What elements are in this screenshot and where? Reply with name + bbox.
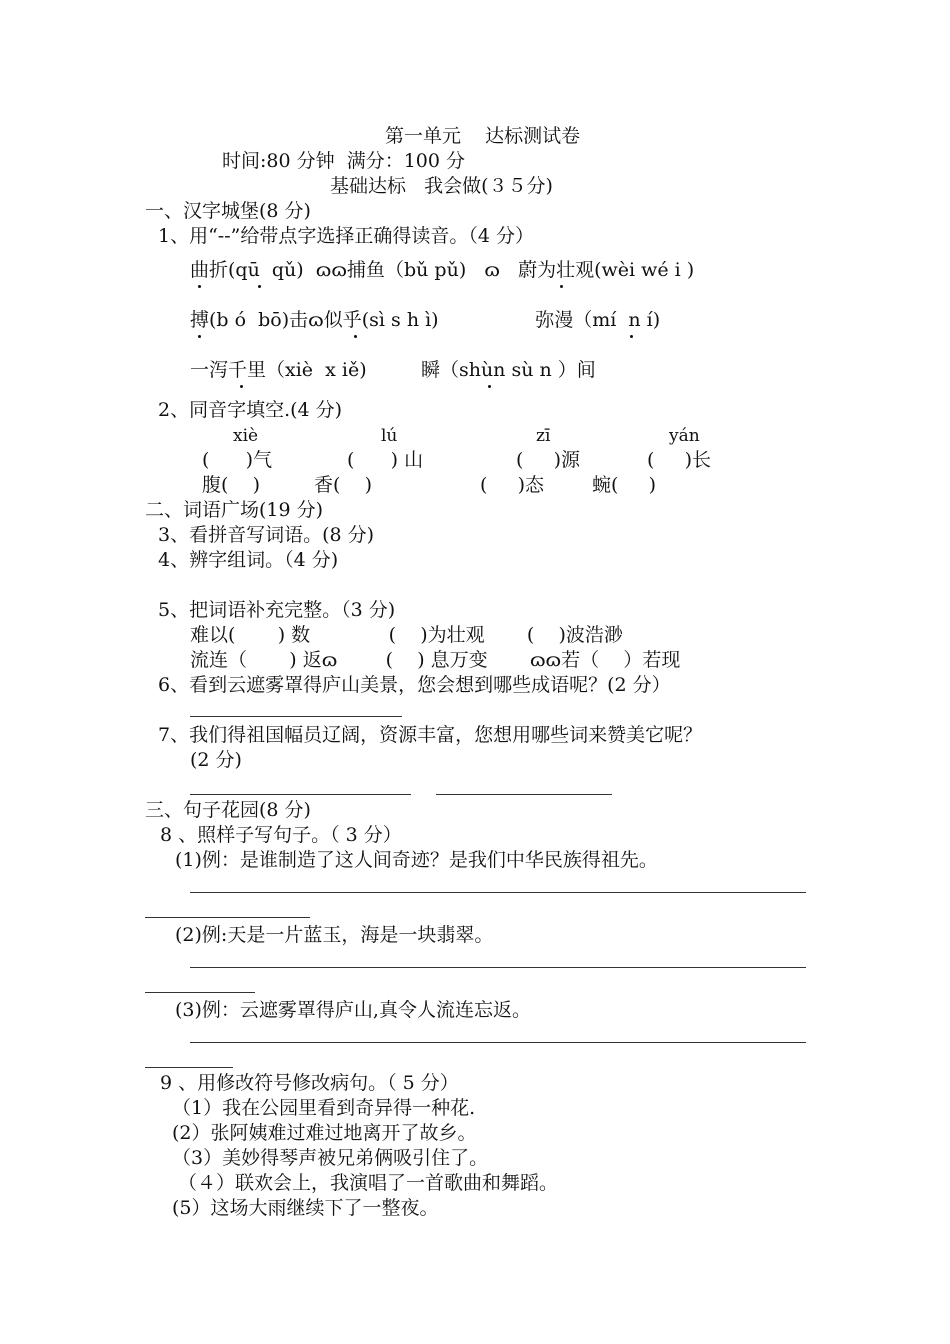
answer-line	[190, 892, 806, 893]
q1-row-2: 搏(b ó bō)击ɷ似乎(sì s h ì) 弥漫（mí n í)	[190, 309, 661, 331]
fill-blank: 香( )	[314, 474, 372, 496]
q9-item-5: (5）这场大雨继续下了一整夜。	[172, 1197, 439, 1219]
q9-item-2: (2）张阿姨难过难过地离开了故乡。	[172, 1122, 477, 1144]
q5-row-1: 难以( ) 数 ( )为壮观 ( )波浩渺	[190, 624, 623, 646]
fill-blank: ( ) 山	[347, 449, 424, 471]
pinyin-4: yán	[669, 426, 700, 446]
fill-blank: ( )气	[202, 449, 273, 471]
fill-blank: ( )态	[480, 474, 545, 496]
q8-example-3: (3)例：云遮雾罩得庐山,真令人流连忘返。	[175, 999, 531, 1021]
answer-line	[436, 794, 612, 795]
q8-example-1: (1)例：是谁制造了这人间奇迹？是我们中华民族得祖先。	[175, 849, 658, 871]
q9-item-1: （1）我在公园里看到奇异得一种花.	[172, 1097, 476, 1119]
answer-line	[190, 1042, 806, 1043]
part2-heading: 二、词语广场(19 分)	[145, 499, 324, 521]
answer-line	[190, 967, 806, 968]
question-4: 4、辨字组词。（4 分)	[158, 549, 339, 571]
answer-line	[145, 917, 310, 918]
emphasis-dot	[354, 335, 357, 338]
question-1-stem: 1、用“--”给带点字选择正确得读音。（4 分）	[158, 225, 534, 247]
pinyin-2: lú	[381, 426, 398, 446]
emphasis-dot	[630, 335, 633, 338]
q9-item-4: （４）联欢会上，我演唱了一首歌曲和舞蹈。	[178, 1172, 559, 1194]
emphasis-dot	[198, 285, 201, 288]
pinyin-1: xiè	[233, 426, 259, 446]
question-8-stem: 8 、照样子写句子。（ 3 分）	[160, 824, 402, 846]
part1-heading: 一、汉字城堡(8 分)	[145, 200, 311, 222]
q1-row-1: 曲折(qū qǔ) ɷɷ捕鱼（bǔ pǔ) ɷ 蔚为壮观(wèi wé i )	[190, 259, 695, 281]
page-title: 第一单元 达标测试卷	[385, 125, 581, 147]
fill-blank: ( )源	[516, 449, 581, 471]
part3-heading: 三、句子花园(8 分)	[145, 799, 311, 821]
pinyin-3: zī	[536, 426, 551, 446]
q5-row-2: 流连（ ) 返ɷ ( ) 息万变 ɷɷ若（ ）若现	[190, 649, 681, 671]
answer-line	[145, 992, 255, 993]
emphasis-dot	[198, 335, 201, 338]
answer-line	[190, 716, 402, 717]
time-score-line: 时间:80 分钟 满分：100 分	[222, 150, 466, 172]
question-3: 3、看拼音写词语。(8 分)	[158, 524, 375, 546]
answer-line	[190, 794, 411, 795]
q8-example-2: (2)例:天是一片蓝玉，海是一块翡翠。	[175, 924, 494, 946]
emphasis-dot	[240, 385, 243, 388]
fill-blank: 蜿( )	[592, 474, 657, 496]
emphasis-dot	[488, 385, 491, 388]
fill-blank: ( )长	[647, 449, 712, 471]
question-9-stem: 9 、用修改符号修改病句。（ 5 分）	[160, 1072, 459, 1094]
emphasis-dot	[258, 285, 261, 288]
question-6: 6、看到云遮雾罩得庐山美景，您会想到哪些成语呢？(2 分）	[158, 674, 671, 696]
question-2-stem: 2、同音字填空.(4 分)	[158, 399, 343, 421]
question-7: 7、我们得祖国幅员辽阔，资源丰富，您想用哪些词来赞美它呢？	[158, 724, 703, 746]
q9-item-3: （3）美妙得琴声被兄弟俩吸引住了。	[172, 1147, 489, 1169]
question-7-score: (2 分)	[190, 749, 242, 771]
answer-line	[145, 1067, 233, 1068]
fill-blank: 腹( )	[202, 474, 260, 496]
q1-row-3: 一泻千里（xiè x iě) 瞬（shùn sù n ）间	[190, 359, 596, 381]
section-heading: 基础达标 我会做(３５分)	[330, 175, 553, 197]
question-5-stem: 5、把词语补充完整。（3 分)	[158, 599, 396, 621]
emphasis-dot	[560, 285, 563, 288]
